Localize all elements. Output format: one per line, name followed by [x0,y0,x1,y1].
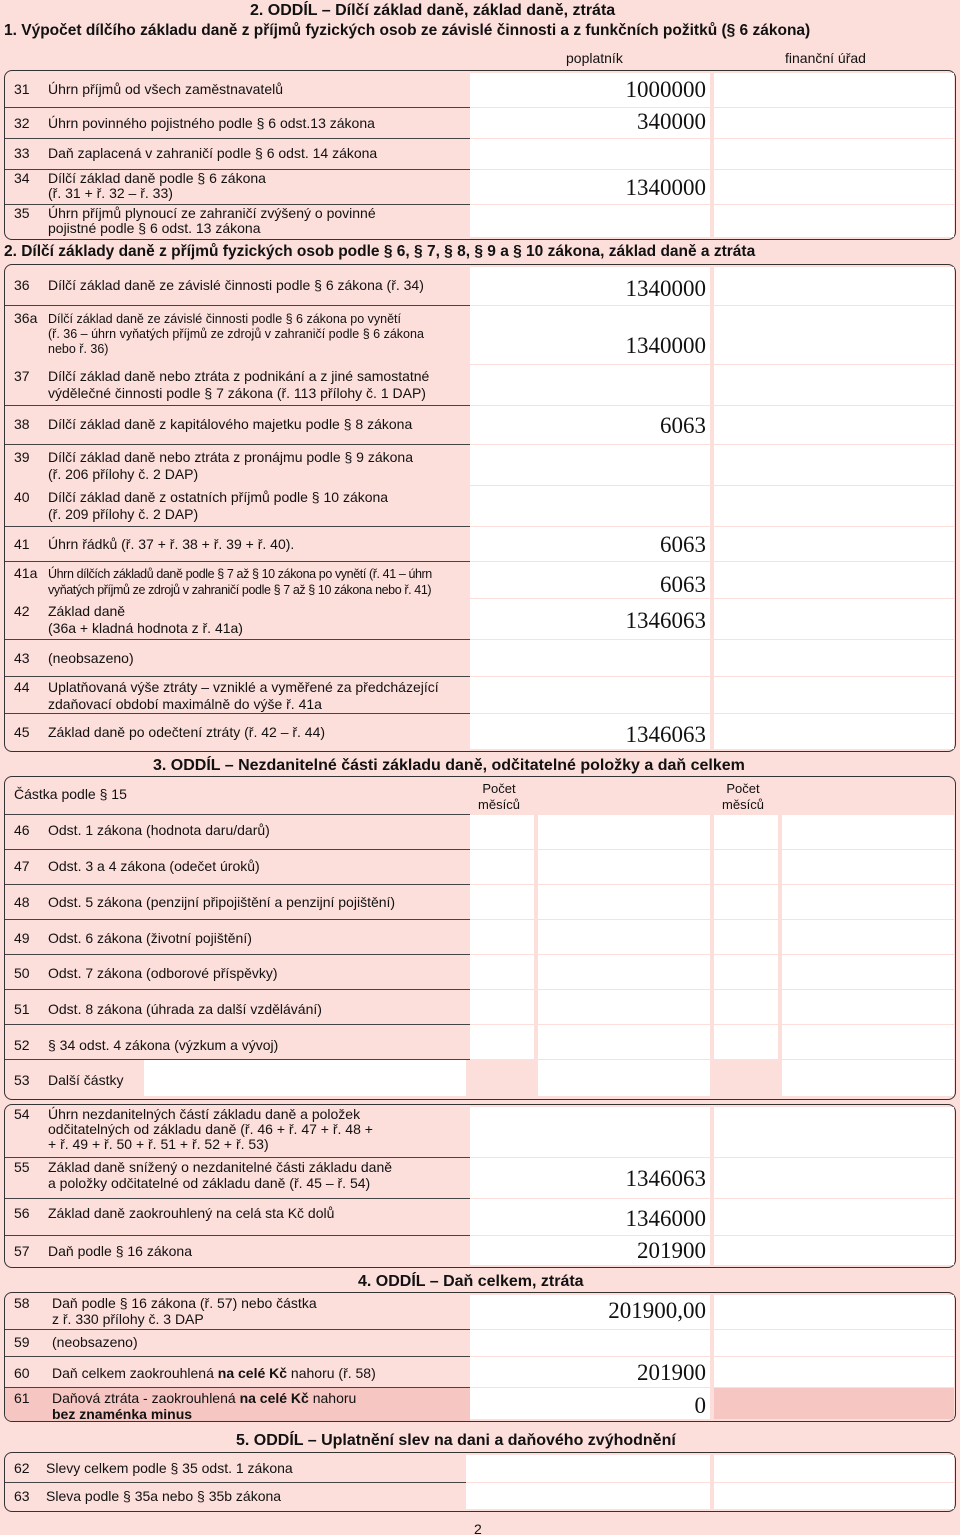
value-36: 1340000 [625,276,706,301]
row-40: 40 Dílčí základ daně z ostatních příjmů podle § 10 zákona (ř. 209 přílohy č. 2 DAP) [14,489,389,522]
row-33: 33 Daň zaplacená v zahraničí podle § 6 odst. 14 zákona [14,145,378,161]
office-41 [714,527,954,561]
office-39 [714,445,954,485]
value-57: 201900 [637,1238,706,1263]
row-34: 34 Dílčí základ daně podle § 6 zákona (ř. 31 + ř. 32 – ř. 33) [14,170,266,201]
value-41: 6063 [660,532,706,557]
value-31: 1000000 [625,77,706,102]
field-59[interactable] [470,1330,710,1356]
field-47[interactable] [538,850,710,884]
value-42: 1346063 [625,608,706,633]
count-47[interactable] [470,850,534,884]
office-count-50 [714,955,778,989]
row-59: 59 (neobsazeno) [14,1334,138,1350]
row-31: 31 Úhrn příjmů od všech zaměstnavatelů [14,81,283,97]
row-43: 43 (neobsazeno) [14,650,134,666]
row-47: 47 Odst. 3 a 4 zákona (odečet úroků) [14,858,260,874]
office-56 [714,1199,954,1235]
row-48: 48 Odst. 5 zákona (penzijní připojištění a penzijní pojištění) [14,894,396,910]
value-60: 201900 [637,1360,706,1385]
row-61: 61 Daňová ztráta - zaokrouhlená na celé Kč nahoru bez znaménka minus [14,1390,357,1422]
section4-title: 4. ODDÍL – Daň celkem, ztráta [358,1273,584,1290]
office-36 [714,267,954,305]
office-55 [714,1158,954,1198]
field-62[interactable] [466,1455,710,1482]
office-31 [714,73,954,107]
office-count-46 [714,815,778,849]
field-33[interactable] [470,139,710,169]
office-57 [714,1236,954,1265]
value-32: 340000 [637,109,706,134]
office-38 [714,406,954,444]
office-62 [714,1455,954,1482]
value-55: 1346063 [625,1166,706,1191]
row-49: 49 Odst. 6 zákona (životní pojištění) [14,930,252,946]
section2-subtitle-1: 1. Výpočet dílčího základu daně z příjmů fyzických osob ze závislé činnosti a z funkčních požitků (§ 6 zákona) [4,22,811,39]
row-57: 57 Daň podle § 16 zákona [14,1243,192,1259]
value-34: 1340000 [625,175,706,200]
office-45 [714,714,954,749]
office-36a [714,306,954,364]
office-42 [714,599,954,639]
page-number: 2 [474,1521,482,1535]
section5-title: 5. ODDÍL – Uplatnění slev na dani a daňového zvýhodnění [236,1432,676,1449]
office-46 [782,815,954,849]
field-37[interactable] [470,365,710,405]
row-32: 32 Úhrn povinného pojistného podle § 6 odst.13 zákona [14,115,375,131]
count-header-1: Počet měsíců [478,781,520,812]
office-47 [782,850,954,884]
count-48[interactable] [470,885,534,919]
section2-title: 2. ODDÍL – Dílčí základ daně, základ daně, ztráta [250,2,616,19]
value-61: 0 [694,1393,706,1418]
count-46[interactable] [470,815,534,849]
office-52 [782,1025,954,1059]
office-37 [714,365,954,405]
count-49[interactable] [470,920,534,954]
field-52[interactable] [538,1025,710,1059]
section3-title: 3. ODDÍL – Nezdanitelné části základu daně, odčitatelné položky a daň celkem [153,757,745,774]
office-59 [714,1330,954,1356]
count-header-2: Počet měsíců [722,781,764,812]
office-48 [782,885,954,919]
office-63 [714,1483,954,1509]
row-36: 36 Dílčí základ daně ze závislé činnosti podle § 6 zákona (ř. 34) [14,277,424,293]
row-62: 62 Slevy celkem podle § 35 odst. 1 zákona [14,1460,293,1476]
field-43[interactable] [470,640,710,676]
count-51[interactable] [470,990,534,1024]
field-40[interactable] [470,486,710,526]
field-49[interactable] [538,920,710,954]
row-46: 46 Odst. 1 zákona (hodnota daru/darů) [14,822,270,838]
office-50 [782,955,954,989]
count-50[interactable] [470,955,534,989]
row-63: 63 Sleva podle § 35a nebo § 35b zákona [14,1488,282,1504]
office-61 [714,1388,954,1419]
office-40 [714,486,954,526]
field-54[interactable] [470,1107,710,1157]
field-63[interactable] [466,1483,710,1509]
field-44[interactable] [470,677,710,713]
amount-header: Částka podle § 15 [14,786,127,802]
field-50[interactable] [538,955,710,989]
field-46[interactable] [538,815,710,849]
row-38: 38 Dílčí základ daně z kapitálového majetku podle § 8 zákona [14,416,413,432]
office-32 [714,108,954,138]
office-60 [714,1357,954,1387]
office-count-51 [714,990,778,1024]
office-34 [714,170,954,204]
count-52[interactable] [470,1025,534,1059]
value-41a: 6063 [660,572,706,597]
row-58: 58 Daň podle § 16 zákona (ř. 57) nebo částka z ř. 330 přílohy č. 3 DAP [14,1295,317,1327]
field-53[interactable] [538,1060,710,1096]
col-header-payer: poplatník [566,50,623,66]
row-56: 56 Základ daně zaokrouhlený na celá sta Kč dolů [14,1205,335,1221]
office-count-52 [714,1025,778,1059]
office-count-47 [714,850,778,884]
office-44 [714,677,954,713]
field-48[interactable] [538,885,710,919]
office-count-48 [714,885,778,919]
office-43 [714,640,954,676]
value-45: 1346063 [625,722,706,747]
value-56: 1346000 [625,1206,706,1231]
row-50: 50 Odst. 7 zákona (odborové příspěvky) [14,965,278,981]
row-45: 45 Základ daně po odečtení ztráty (ř. 42 – ř. 44) [14,724,326,740]
office-33 [714,139,954,169]
value-38: 6063 [660,413,706,438]
value-36a: 1340000 [625,333,706,358]
office-51 [782,990,954,1024]
row-54: 54 Úhrn nezdanitelných částí základu daně a položek odčitatelných od základu daně (ř. 46 + ř. 47 + ř. 48 + + ř. 49 + ř. 50 + ř. 51 + ř. 52 + ř. 53) [14,1106,373,1152]
value-58: 201900,00 [608,1298,706,1323]
row-53: 53 Další částky [14,1072,124,1088]
row-51: 51 Odst. 8 zákona (úhrada za další vzdělávání) [14,1001,322,1017]
field-53-description[interactable] [144,1060,466,1096]
row-44: 44 Uplatňovaná výše ztráty – vzniklé a vyměřené za předcházející zdaňovací období maximálně do výše ř. 41a [14,679,439,712]
row-36a: 36a Dílčí základ daně ze závislé činnosti podle § 6 zákona po vynětí (ř. 36 – úhrn vyňatých příjmů ze zdrojů v zahraničí podle § 6 zákona nebo ř. 36) [14,310,424,356]
row-52: 52 § 34 odst. 4 zákona (výzkum a vývoj) [14,1037,279,1053]
office-count-49 [714,920,778,954]
row-60: 60 Daň celkem zaokrouhlená na celé Kč nahoru (ř. 58) [14,1365,376,1381]
office-35 [714,205,954,237]
row-55: 55 Základ daně snížený o nezdanitelné části základu daně a položky odčitatelné od základu daně (ř. 45 – ř. 54) [14,1159,393,1191]
row-39: 39 Dílčí základ daně nebo ztráta z pronájmu podle § 9 zákona (ř. 206 přílohy č. 2 DAP) [14,449,414,482]
office-53 [782,1060,954,1096]
row-41: 41 Úhrn řádků (ř. 37 + ř. 38 + ř. 39 + ř. 40). [14,536,295,552]
office-41a [714,562,954,598]
row-35: 35 Úhrn příjmů plynoucí ze zahraničí zvýšený o povinné pojistné podle § 6 odst. 13 zákona [14,205,376,236]
field-35[interactable] [470,205,710,237]
office-49 [782,920,954,954]
section2-subtitle-2: 2. Dílčí základy daně z příjmů fyzických osob podle § 6, § 7, § 8, § 9 a § 10 zákona, základ daně a ztráta [4,243,756,260]
field-51[interactable] [538,990,710,1024]
field-39[interactable] [470,445,710,485]
office-58 [714,1295,954,1329]
col-header-office: finanční úřad [785,50,866,66]
row-41a: 41a Úhrn dílčích základů daně podle § 7 až § 10 zákona po vynětí (ř. 41 – úhrn vyňatých příjmů ze zdrojů v zahraničí podle § 7 až § 10 zákona nebo ř. 41) [14,565,432,597]
row-37: 37 Dílčí základ daně nebo ztráta z podnikání a z jiné samostatné výdělečné činnosti podle § 7 zákona (ř. 113 přílohy č. 1 DAP) [14,368,430,401]
row-42: 42 Základ daně (36a + kladná hodnota z ř. 41a) [14,603,243,636]
office-54 [714,1107,954,1157]
